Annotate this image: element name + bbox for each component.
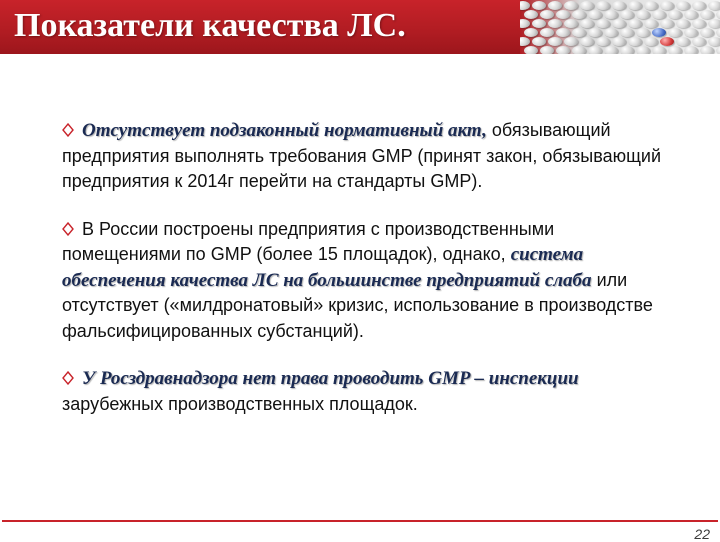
bullet-paragraph-3 <box>62 366 672 417</box>
pill-decoration <box>644 37 658 46</box>
pill-decoration <box>668 10 682 19</box>
pill-decoration <box>612 37 626 46</box>
pill-decoration <box>524 28 538 37</box>
pill-decoration <box>628 19 642 28</box>
bullet-1-text: обязывающий предприятия выполнять требования GMP (принят закон, обязывающий предприятия к 2014г перейти на стандарты GMP). <box>62 120 662 191</box>
pill-decoration <box>556 46 570 54</box>
pill-decoration <box>564 37 578 46</box>
pill-decoration <box>700 28 714 37</box>
pill-decoration <box>612 1 626 10</box>
pill-decoration <box>540 10 554 19</box>
bullet-2-text-after: или отсутствует («милдронатовый» кризис, использование в производстве фальсифицированных субстанций). <box>62 269 653 341</box>
bullet-2-emphasis: система обеспечения качества ЛС на большинстве предприятий слаба <box>62 244 592 291</box>
pill-decoration <box>548 1 562 10</box>
pill-decoration <box>700 46 714 54</box>
pill-decoration <box>596 37 610 46</box>
pill-decoration <box>660 19 674 28</box>
pill-decoration <box>580 1 594 10</box>
pill-decoration <box>548 19 562 28</box>
pill-decoration <box>520 19 530 28</box>
pill-decoration <box>612 19 626 28</box>
pill-decoration <box>572 10 586 19</box>
pill-decoration <box>548 37 562 46</box>
pill-decoration <box>628 37 642 46</box>
pill-decoration <box>660 37 674 46</box>
slide-content <box>62 118 672 439</box>
pill-decoration <box>524 46 538 54</box>
pill-decoration <box>596 19 610 28</box>
slide-title: Показатели качества ЛС. <box>14 7 406 44</box>
pill-decoration <box>700 10 714 19</box>
pill-decoration <box>716 46 720 54</box>
pill-decoration <box>564 1 578 10</box>
pill-decoration <box>708 37 720 46</box>
title-banner <box>0 0 720 54</box>
pill-decoration <box>692 19 706 28</box>
pill-decoration <box>676 1 690 10</box>
pill-decoration <box>520 37 530 46</box>
footer-divider <box>2 520 718 522</box>
pill-decoration <box>604 10 618 19</box>
pill-decoration <box>716 10 720 19</box>
pill-decoration <box>636 10 650 19</box>
pill-decoration <box>564 19 578 28</box>
pill-decoration <box>652 46 666 54</box>
diamond-bullet-icon <box>62 222 74 236</box>
pill-decoration <box>588 28 602 37</box>
pill-decoration <box>668 28 682 37</box>
pill-decoration <box>620 46 634 54</box>
pill-decoration <box>692 1 706 10</box>
pill-decoration <box>644 19 658 28</box>
pill-decoration <box>588 10 602 19</box>
pill-decoration <box>524 10 538 19</box>
pill-decoration <box>676 37 690 46</box>
pill-decoration <box>684 10 698 19</box>
page-number: 22 <box>694 526 710 542</box>
pill-decoration <box>668 46 682 54</box>
pill-decoration <box>532 1 546 10</box>
pill-decoration <box>556 10 570 19</box>
pill-decoration <box>660 1 674 10</box>
pill-decoration <box>556 28 570 37</box>
pills-image <box>520 0 720 54</box>
diamond-bullet-icon <box>62 371 74 385</box>
pill-decoration <box>652 10 666 19</box>
pill-decoration <box>572 28 586 37</box>
pill-decoration <box>580 37 594 46</box>
bullet-paragraph-1 <box>62 118 672 195</box>
pill-decoration <box>532 37 546 46</box>
pill-decoration <box>692 37 706 46</box>
pill-decoration <box>644 1 658 10</box>
bullet-3-text: зарубежных производственных площадок. <box>62 393 418 414</box>
pill-decoration <box>636 28 650 37</box>
pill-decoration <box>520 1 530 10</box>
pill-decoration <box>532 19 546 28</box>
pill-decoration <box>580 19 594 28</box>
pill-decoration <box>604 28 618 37</box>
bullet-2-text-before: В России построены предприятия с производственными помещениями по GMP (более 15 площадок), однако, <box>62 218 555 264</box>
pill-decoration <box>708 1 720 10</box>
pill-decoration <box>596 1 610 10</box>
pill-decoration <box>708 19 720 28</box>
pill-decoration <box>620 10 634 19</box>
pill-decoration <box>540 28 554 37</box>
pill-decoration <box>628 1 642 10</box>
pill-decoration <box>620 28 634 37</box>
pill-decoration <box>652 28 666 37</box>
bullet-paragraph-2 <box>62 217 672 345</box>
diamond-bullet-icon <box>62 123 74 137</box>
pill-decoration <box>684 28 698 37</box>
pill-decoration <box>636 46 650 54</box>
bullet-3-emphasis: У Росздравнадзора нет права проводить GMP – инспекции <box>82 368 579 389</box>
pill-decoration <box>540 46 554 54</box>
pill-decoration <box>676 19 690 28</box>
pill-decoration <box>604 46 618 54</box>
pill-decoration <box>572 46 586 54</box>
pill-decoration <box>684 46 698 54</box>
bullet-1-emphasis: Отсутствует подзаконный нормативный акт, <box>82 120 487 141</box>
pill-decoration <box>588 46 602 54</box>
pill-decoration <box>716 28 720 37</box>
